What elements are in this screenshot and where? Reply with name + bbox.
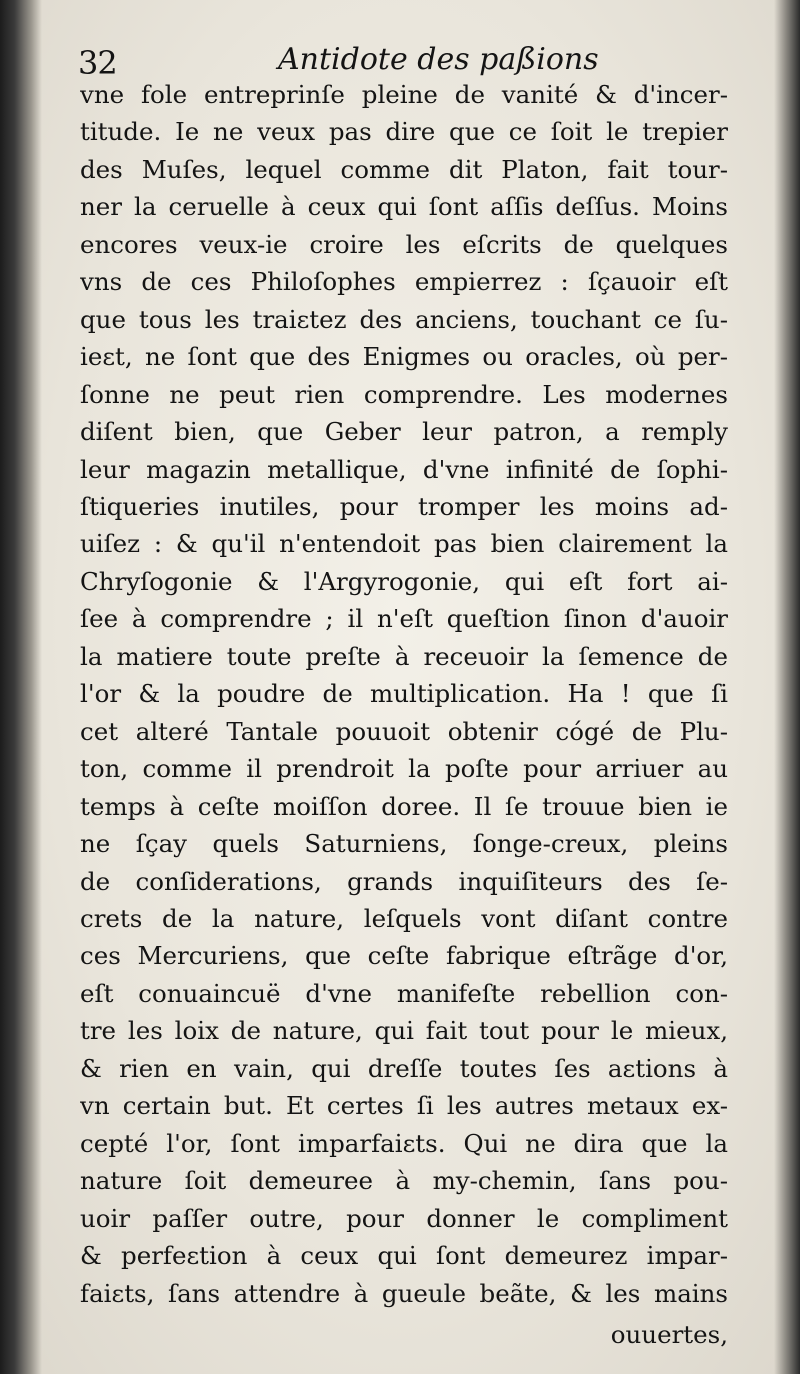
text-line: de conſiderations, grands inquiſiteurs des ſe- (80, 866, 728, 896)
text-line: nature ſoit demeuree à my-chemin, ſans pou- (80, 1166, 728, 1196)
text-line: ſtiqueries inutiles, pour tromper les moins ad- (80, 491, 728, 521)
text-line: ne ſçay quels Saturniens, ſonge-creux, pleins (80, 829, 728, 859)
text-line: & perfeɛtion à ceux qui ſont demeurez impar- (80, 1241, 728, 1271)
text-line: & rien en vain, qui dreſſe toutes ſes aɛtions à (80, 1053, 728, 1083)
text-line: titude. Ie ne veux pas dire que ce ſoit le trepier (80, 117, 728, 147)
catchword: ouuertes, (610, 1320, 728, 1349)
text-line: leur magazin metallique, d'vne infinité de ſophi- (80, 454, 728, 484)
running-title: Antidote des paßions (278, 42, 599, 77)
text-line: des Muſes, lequel comme dit Platon, fait tour- (80, 154, 728, 184)
text-line: la matiere toute preſte à receuoir la ſemence de (80, 641, 728, 671)
page-edge-shadow (774, 0, 800, 1374)
text-line: encores veux-ie croire les eſcrits de quelques (80, 229, 728, 259)
text-line: ſonne ne peut rien comprendre. Les modernes (80, 379, 728, 409)
text-line: Chryſogonie & l'Argyrogonie, qui eſt fort ai- (80, 566, 728, 596)
text-line: eſt conuaincuë d'vne manifeſte rebellion con- (80, 978, 728, 1008)
text-line: ner la ceruelle à ceux qui ſont aſſis deſſus. Moins (80, 192, 728, 222)
text-line: uiſez : & qu'il n'entendoit pas bien clairement la (80, 529, 728, 559)
text-line: cet alteré Tantale pouuoit obtenir cógé de Plu- (80, 716, 728, 746)
page-gutter-shadow (0, 0, 42, 1374)
text-line: que tous les traiɛtez des anciens, touchant ce ſu- (80, 304, 728, 334)
text-line: faiɛts, ſans attendre à gueule beãte, & les mains (80, 1278, 728, 1308)
text-line: vn certain but. Et certes ſi les autres metaux ex- (80, 1091, 728, 1121)
text-line: diſent bien, que Geber leur patron, a remply (80, 417, 728, 447)
text-line: ſee à comprendre ; il n'eſt queſtion ſinon d'auoir (80, 604, 728, 634)
text-line: tre les loix de nature, qui fait tout pour le mieux, (80, 1016, 728, 1046)
text-line: ces Mercuriens, que ceſte fabrique eſtrãge d'or, (80, 941, 728, 971)
text-line: crets de la nature, leſquels vont diſant contre (80, 903, 728, 933)
page-number: 32 (78, 44, 117, 82)
text-line: ton, comme il prendroit la poſte pour arriuer au (80, 754, 728, 784)
body-text (80, 76, 728, 1312)
text-line: l'or & la poudre de multiplication. Ha ! que ſi (80, 679, 728, 709)
text-line: uoir paſſer outre, pour donner le compliment (80, 1203, 728, 1233)
text-line: vns de ces Philoſophes empierrez : ſçauoir eſt (80, 267, 728, 297)
text-line: vne fole entreprinſe pleine de vanité & d'incer- (80, 80, 728, 109)
text-line: cepté l'or, ſont imparfaiɛts. Qui ne dira que la (80, 1128, 728, 1158)
text-line: ieɛt, ne ſont que des Enigmes ou oracles, où per- (80, 342, 728, 372)
text-line: temps à ceſte moiſſon doree. Il ſe trouue bien ie (80, 791, 728, 821)
